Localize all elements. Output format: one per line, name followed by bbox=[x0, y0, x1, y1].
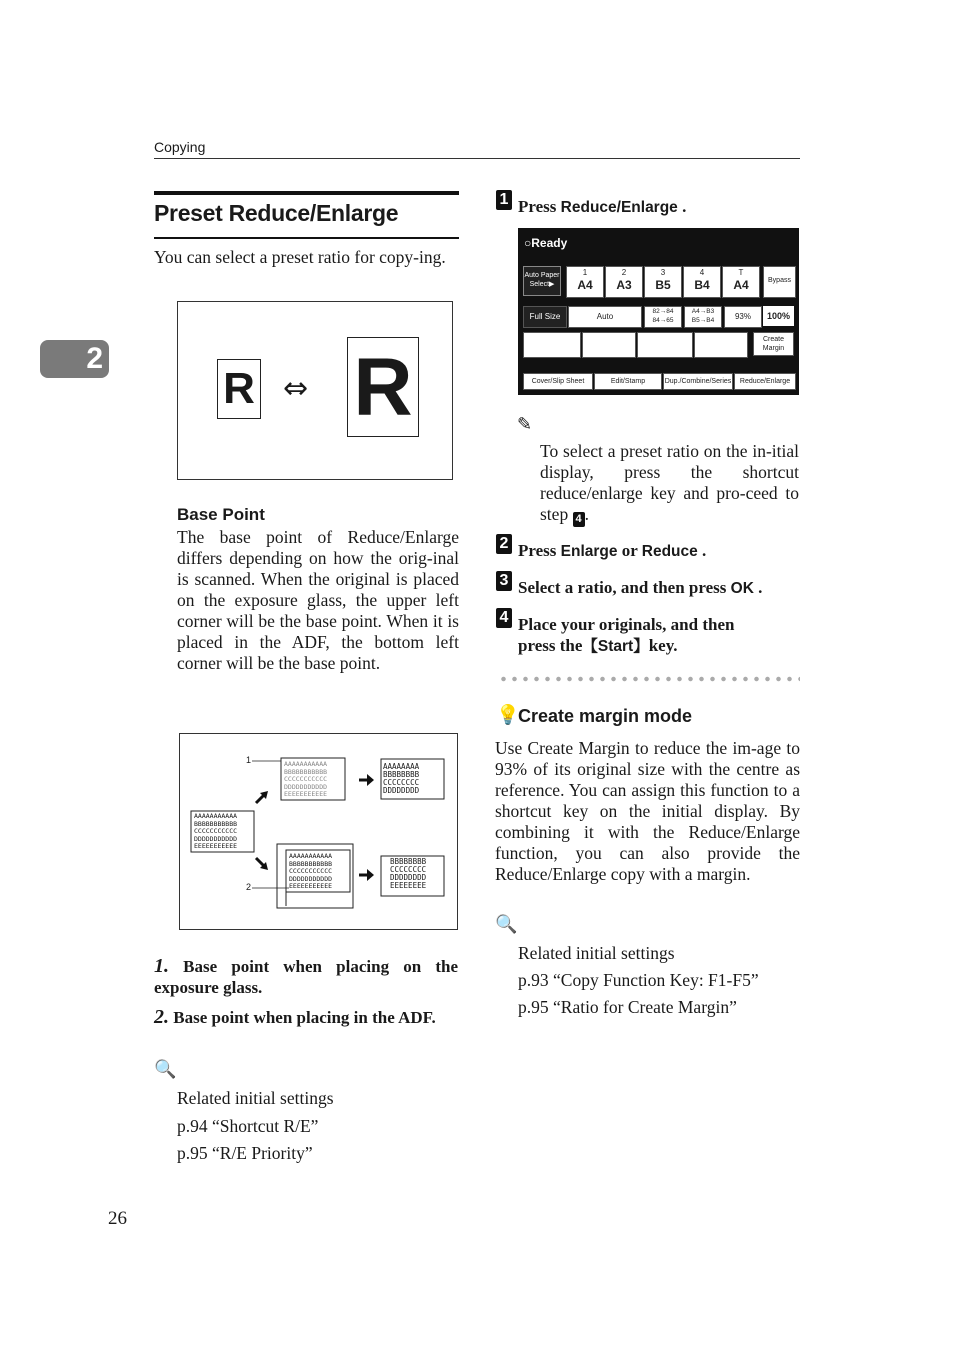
doc-row: BBBBBBBB bbox=[383, 770, 420, 779]
magnifier-icon: 🔍 bbox=[495, 914, 518, 935]
step-number: 4 bbox=[496, 608, 512, 628]
doc-row: CCCCCCCCCCC bbox=[284, 775, 328, 783]
full-size-button[interactable]: Full Size bbox=[523, 306, 567, 328]
doc-row: EEEEEEEEEEE bbox=[194, 842, 238, 850]
auto-reduce-enlarge-button[interactable]: Auto bbox=[568, 306, 642, 328]
ok-key: OK bbox=[730, 580, 754, 597]
page-number: 26 bbox=[108, 1208, 127, 1229]
tray-number: 1 bbox=[582, 268, 588, 277]
tray-number: 3 bbox=[660, 268, 666, 277]
step-line: Place your originals, and then bbox=[518, 615, 735, 634]
tray-number: 2 bbox=[621, 268, 627, 277]
original-doc bbox=[194, 813, 237, 851]
reference-link[interactable]: p.95 “R/E Priority” bbox=[177, 1143, 313, 1163]
tray-2-button[interactable] bbox=[605, 266, 643, 298]
duplex-mode-button[interactable] bbox=[523, 332, 581, 358]
doc-row: BBBBBBBB bbox=[390, 857, 427, 866]
note-text bbox=[540, 441, 799, 527]
step-prefix: Press bbox=[518, 197, 557, 216]
step-suffix: . bbox=[682, 197, 687, 216]
caption-text: Base point when placing in the ADF. bbox=[173, 1008, 436, 1027]
doc-row: BBBBBBBBBBB bbox=[289, 859, 333, 868]
series-mode-button[interactable] bbox=[637, 332, 693, 358]
doc-row: EEEEEEEE bbox=[390, 881, 427, 890]
reference-link[interactable]: p.93 “Copy Function Key: F1-F5” bbox=[518, 970, 759, 990]
step-4-ref-icon: 4 bbox=[573, 512, 585, 527]
combine-mode-button[interactable] bbox=[582, 332, 636, 358]
dotted-divider bbox=[498, 676, 800, 682]
step-4-line1 bbox=[518, 614, 800, 635]
doc-row: DDDDDDDDDDD bbox=[284, 782, 328, 791]
step-prefix: Select a ratio, and then press bbox=[518, 578, 727, 597]
step-mid: or bbox=[621, 541, 638, 560]
small-r-glyph: R bbox=[217, 359, 261, 419]
doc-row: CCCCCCCC bbox=[390, 865, 427, 874]
step-line-suffix: key. bbox=[648, 636, 678, 655]
large-r-glyph: R bbox=[347, 337, 419, 437]
tray-number: T bbox=[738, 268, 744, 277]
control-panel-display bbox=[518, 228, 799, 395]
auto-paper-select-button[interactable]: Auto Paper Select▶ bbox=[523, 266, 561, 296]
title-rule bbox=[154, 237, 459, 239]
output-glass bbox=[383, 763, 443, 799]
doc-row: DDDDDDDDDDD bbox=[289, 874, 333, 883]
tip-text: Use Create Margin to reduce the im-age to 93% of its original size with the centre as reference. You can assign this function to a shortcut key on the initial display. By combining it with the Reduce/Enlarge function, you can also provide the Reduce/Enlarge copy with a margin. bbox=[495, 738, 800, 884]
tray-3-button[interactable] bbox=[644, 266, 682, 298]
doc-row: EEEEEEEEEEE bbox=[284, 790, 328, 798]
step-number: 2 bbox=[496, 534, 512, 554]
booklet-mode-button[interactable] bbox=[694, 332, 748, 358]
related-settings-heading: Related initial settings bbox=[518, 943, 675, 963]
ratio-display: 100% bbox=[763, 306, 794, 326]
caption-text: Base point when placing on the exposure glass. bbox=[154, 957, 459, 997]
tab-edit-stamp[interactable]: Edit/Stamp bbox=[594, 373, 662, 390]
tray-size: B4 bbox=[694, 278, 710, 292]
step-2-text bbox=[518, 540, 706, 562]
related-settings-heading: Related initial settings bbox=[177, 1088, 334, 1108]
tab-reduce-enlarge[interactable]: Reduce/Enlarge bbox=[734, 373, 796, 390]
double-arrow-icon: ⇔ bbox=[283, 371, 309, 406]
output-adf bbox=[390, 858, 444, 894]
doc-row: DDDDDDDDDDD bbox=[194, 834, 238, 843]
tray-size: B5 bbox=[655, 278, 671, 292]
status-text: Ready bbox=[531, 236, 568, 250]
ratio-preset-2-button[interactable]: A4→B3 B5→B4 bbox=[684, 306, 722, 328]
doc-row: AAAAAAAAAAA bbox=[194, 812, 238, 820]
note-end: . bbox=[584, 504, 589, 524]
tray-number: 4 bbox=[699, 268, 705, 277]
ratio-preset-1-button[interactable]: 82→84 84→65 bbox=[644, 306, 682, 328]
header-rule bbox=[154, 158, 800, 159]
tray-size: A4 bbox=[577, 278, 593, 292]
running-header: Copying bbox=[154, 139, 206, 155]
reduce-key: Reduce bbox=[641, 543, 698, 560]
doc-row: AAAAAAAAAAA bbox=[284, 760, 328, 768]
doc-row: CCCCCCCC bbox=[383, 778, 420, 787]
caption-2 bbox=[154, 1007, 458, 1028]
step-3-text bbox=[518, 577, 762, 599]
step-4-text bbox=[518, 614, 800, 657]
ready-status bbox=[524, 236, 567, 250]
tray-size: A4 bbox=[733, 278, 749, 292]
reference-link[interactable]: p.94 “Shortcut R/E” bbox=[177, 1116, 319, 1136]
pencil-icon: ✎ bbox=[517, 414, 533, 435]
doc-row: BBBBBBBBBBB bbox=[194, 819, 238, 828]
glass-copy bbox=[284, 761, 327, 799]
reduce-enlarge-key: Reduce/Enlarge bbox=[560, 199, 678, 216]
enlarge-key: Enlarge bbox=[560, 543, 618, 560]
chapter-tab: 2 bbox=[40, 340, 109, 378]
step-line-prefix: press the bbox=[518, 636, 583, 655]
base-point-figure bbox=[179, 733, 458, 930]
tray-t-button[interactable] bbox=[722, 266, 760, 298]
doc-row: AAAAAAAA bbox=[383, 762, 420, 771]
note-body: To select a preset ratio on the in-itial display, press the shortcut reduce/enlarge key and pro-ceed to step bbox=[540, 441, 799, 524]
step-number: 1 bbox=[496, 190, 512, 210]
diagram-label-1: 1 bbox=[246, 755, 252, 765]
ratio-93-button[interactable]: 93% bbox=[724, 306, 762, 328]
doc-row: DDDDDDDD bbox=[383, 786, 420, 795]
title-bar bbox=[154, 191, 459, 195]
step-suffix: . bbox=[758, 578, 763, 597]
doc-row: DDDDDDDD bbox=[390, 873, 427, 882]
step-number: 3 bbox=[496, 571, 512, 591]
caption-1 bbox=[154, 956, 458, 998]
tray-size: A3 bbox=[616, 278, 632, 292]
lightbulb-icon: 💡 bbox=[496, 704, 520, 726]
step-4-line2 bbox=[518, 635, 800, 657]
caption-number: 2. bbox=[154, 1006, 169, 1028]
caption-number: 1. bbox=[154, 955, 169, 977]
intro-text: You can select a preset ratio for copy-ing. bbox=[154, 247, 446, 267]
tray-4-button[interactable] bbox=[683, 266, 721, 298]
section-title: Preset Reduce/Enlarge bbox=[154, 200, 399, 226]
tab-dup-combine-series[interactable]: Dup./Combine/Series bbox=[663, 373, 733, 390]
doc-row: CCCCCCCCCCC bbox=[289, 867, 333, 875]
diagram-label-2: 2 bbox=[246, 882, 252, 892]
doc-row: BBBBBBBBBBB bbox=[284, 767, 328, 776]
doc-row: EEEEEEEEEEE bbox=[289, 882, 333, 890]
base-point-heading: Base Point bbox=[177, 505, 265, 524]
create-margin-button[interactable]: Create Margin bbox=[753, 332, 794, 356]
magnifier-icon: 🔍 bbox=[154, 1059, 177, 1080]
base-point-text: The base point of Reduce/Enlarge differs depending on how the orig-inal is scanned. When the original is placed on the exposure glass, the upper left corner will be the base point. When it is placed in the ADF, the bottom left corner will be the base point. bbox=[177, 527, 459, 673]
start-key: 【Start】 bbox=[582, 638, 649, 655]
step-suffix: . bbox=[702, 541, 707, 560]
doc-row: CCCCCCCCCCC bbox=[194, 827, 238, 835]
doc-row: AAAAAAAAAAA bbox=[289, 852, 333, 860]
bypass-button[interactable]: Bypass bbox=[763, 266, 796, 298]
tip-heading: Create margin mode bbox=[518, 706, 693, 726]
tray-1-button[interactable] bbox=[566, 266, 604, 298]
step-1-text bbox=[518, 196, 686, 218]
status-icon: ○ bbox=[524, 236, 532, 250]
reference-link[interactable]: p.95 “Ratio for Create Margin” bbox=[518, 997, 737, 1017]
tab-cover-slip-sheet[interactable]: Cover/Slip Sheet bbox=[523, 373, 593, 390]
adf-copy bbox=[289, 853, 332, 891]
step-prefix: Press bbox=[518, 541, 557, 560]
